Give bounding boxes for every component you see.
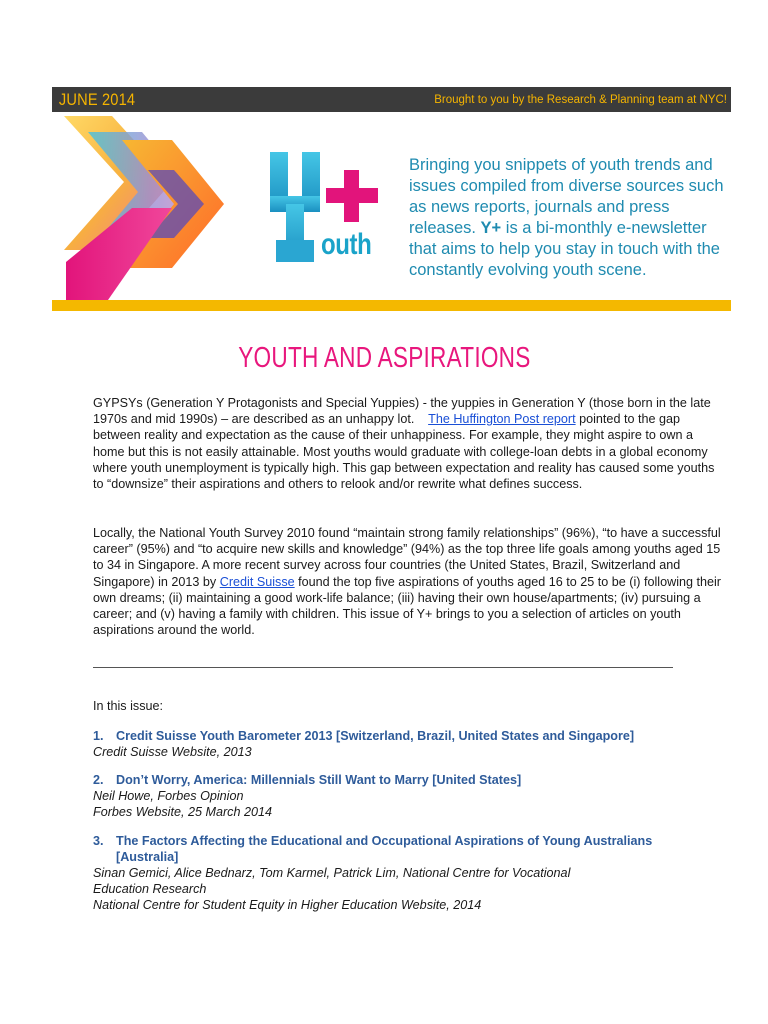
section-rule <box>93 667 673 668</box>
credit-line: Brought to you by the Research & Planning team at NYC! <box>434 93 727 106</box>
para2-before: Locally, the National Youth Survey 2010 found “maintain strong family relationships” (96%), “to have a successful career” (95%) and “to acquire new skills and knowledge” (94%) as the top three life goals among youths aged 15 to 34 in Singapore. A more recent survey across four countries (the United States, Brazil, Switzerland and Singapore) in 2013 by <box>93 526 721 589</box>
article-author: Neil Howe, Forbes Opinion <box>93 789 244 803</box>
huffington-post-link[interactable]: The Huffington Post report <box>428 412 576 427</box>
article-item <box>93 728 693 760</box>
article-source: Credit Suisse Website, 2013 <box>93 745 252 759</box>
header-bar <box>52 87 731 112</box>
article-title[interactable]: 2. Don’t Worry, America: Millennials Still Want to Marry [United States] <box>93 773 522 787</box>
article-title[interactable]: 3. The Factors Affecting the Educational and Occupational Aspirations of Young Australians <box>93 834 653 848</box>
page-title-text: YOUTH AND ASPIRATIONS <box>237 342 531 374</box>
intro-brand: Y+ <box>480 219 502 237</box>
article-item <box>93 833 693 913</box>
article-title-continued[interactable]: [Australia] <box>116 850 179 864</box>
para2-after: found the top five aspirations of youths aged 16 to 25 to be (i) following their own dreams; (ii) maintaining a good work-life balance; (iii) having their own house/apartments; (iv) pursuing a career; and (v) having a family with children. This issue of Y+ brings to you a selection of articles on youth aspirations around the world. <box>93 574 721 638</box>
in-this-issue-label: In this issue: <box>93 699 163 713</box>
paragraph-gypsys <box>93 395 723 492</box>
article-source: Forbes Website, 25 March 2014 <box>93 805 272 819</box>
article-author: Sinan Gemici, Alice Bednarz, Tom Karmel, Patrick Lim, National Centre for Vocational <box>93 866 571 880</box>
article-source: National Centre for Student Equity in Higher Education Website, 2014 <box>93 898 482 912</box>
logo-text: outh <box>321 228 372 261</box>
para1-before: GYPSYs (Generation Y Protagonists and Special Yuppies) - the yuppies in Generation Y (those born in the late 1970s and mid 1990s) – are described as an unhappy lot. <box>93 396 711 427</box>
para1-after: pointed to the gap between reality and expectation as the cause of their unhappiness. For example, they might aspire to own a home but this is not easily attainable. Most youths would graduate with college-loan debts in a global economy where youth unemployment is typically high. This gap between expectation and reality has caused some youths to “downsize” their aspirations and others to relook and/or rewrite what defines success. <box>93 412 715 492</box>
issue-date: JUNE 2014 <box>58 89 136 109</box>
credit-suisse-link[interactable]: Credit Suisse <box>219 574 295 589</box>
paragraph-local-survey <box>93 525 723 638</box>
article-title[interactable]: 1. Credit Suisse Youth Barometer 2013 [Switzerland, Brazil, United States and Singapore] <box>93 729 635 743</box>
intro-text-after: is a bi-monthly e-newsletter that aims to help you stay in touch with the constantly evolving youth scene. <box>409 219 720 279</box>
youth-logo <box>268 148 388 266</box>
intro-text-before: Bringing you snippets of youth trends and issues compiled from diverse sources such as news reports, journals and press releases. <box>409 156 724 237</box>
page-title <box>0 342 768 375</box>
article-author-continued: Education Research <box>93 882 207 896</box>
intro-blurb <box>409 155 729 281</box>
article-item <box>93 772 693 820</box>
yellow-divider <box>52 300 731 311</box>
